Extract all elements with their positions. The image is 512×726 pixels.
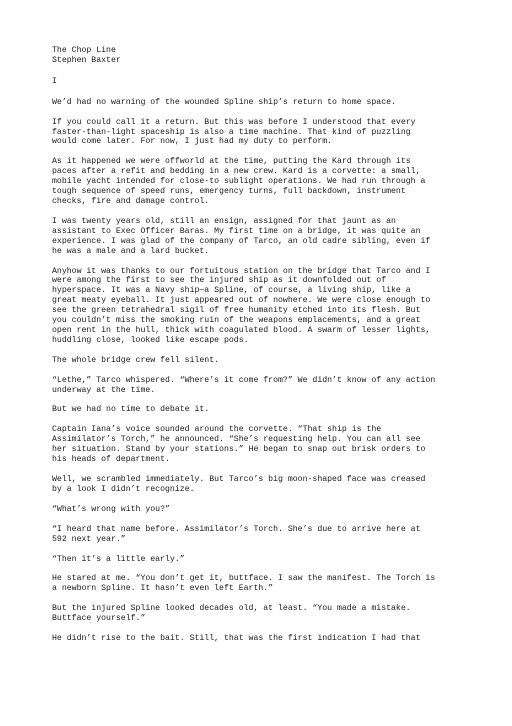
- paragraph: Anyhow it was thanks to our fortuitous station on the bridge that Tarco and I were among the first to see the injured ship as it downfolded out of hyperspace. It was a Navy ship—a Spline, of course, a living ship, like a great meaty eyeball. It just appeared out of nowhere. We were close enough to see the green tetrahedral sigil of free humanity etched into its flesh. But you couldn’t miss the smoking ruin of the weapons emplacements, and a great open rent in the hull, thick with coagulated blood. A swarm of lesser lights, huddling close, looked like escape pods.: [52, 266, 431, 345]
- chapter-heading: I: [52, 76, 57, 86]
- paragraph: He didn’t rise to the bait. Still, that was the first indication I had that: [52, 634, 421, 644]
- paragraph: He stared at me. “You don’t get it, buttface. I saw the manifest. The Torch is a newborn Spline. It hasn’t even left Earth.”: [52, 574, 436, 594]
- paragraph: As it happened we were offworld at the time, putting the Kard through its paces after a refit and bedding in a new crew. Kard is a corvette: a small, mobile yacht intended for close-to sublight operations. We had run through a tough sequence of speed runs, emergency turns, full backdown, instrument checks, fire and damage control.: [52, 157, 426, 206]
- paragraph: But we had no time to debate it.: [52, 405, 210, 415]
- paragraph: The whole bridge crew fell silent.: [52, 355, 220, 365]
- paragraph: “I heard that name before. Assimilator’s Torch. She’s due to arrive here at 592 next year.”: [52, 524, 421, 544]
- paragraph: I was twenty years old, still an ensign, assigned for that jaunt as an assistant to Exec Officer Baras. My first time on a bridge, it was quite an experience. I was glad of the company of Tarco, an old cadre sibling, even if he was a male and a lard bucket.: [52, 216, 431, 256]
- paragraph: “What’s wrong with you?”: [52, 504, 170, 514]
- paragraph: But the injured Spline looked decades old, at least. “You made a mistake. Buttface yourself.”: [52, 604, 411, 624]
- paragraph: “Lethe,” Tarco whispered. “Where’s it come from?” We didn’t know of any action underway at the time.: [52, 375, 436, 395]
- paragraph: Well, we scrambled immediately. But Tarco’s big moon-shaped face was creased by a look I didn’t recognize.: [52, 475, 426, 494]
- paragraph: “Then it’s a little early.”: [52, 554, 185, 564]
- paragraph: Captain Iana’s voice sounded around the corvette. “That ship is the Assimilator’s Torch,” he announced. “She’s requesting help. You can all see her situation. Stand by your stations.” He began to snap out brisk orders to his heads of department.: [52, 425, 426, 465]
- paragraph: We’d had no warning of the wounded Spline ship’s return to home space.: [52, 97, 396, 107]
- story-title: The Chop Line: [52, 46, 116, 55]
- paragraph: If you could call it a return. But this was before I understood that every faster-than-light spaceship is also a time machine. That kind of puzzling would come later. For now, I just had my duty to perform.: [52, 117, 416, 147]
- body-text: [52, 98, 472, 644]
- author-name: Stephen Baxter: [52, 55, 121, 65]
